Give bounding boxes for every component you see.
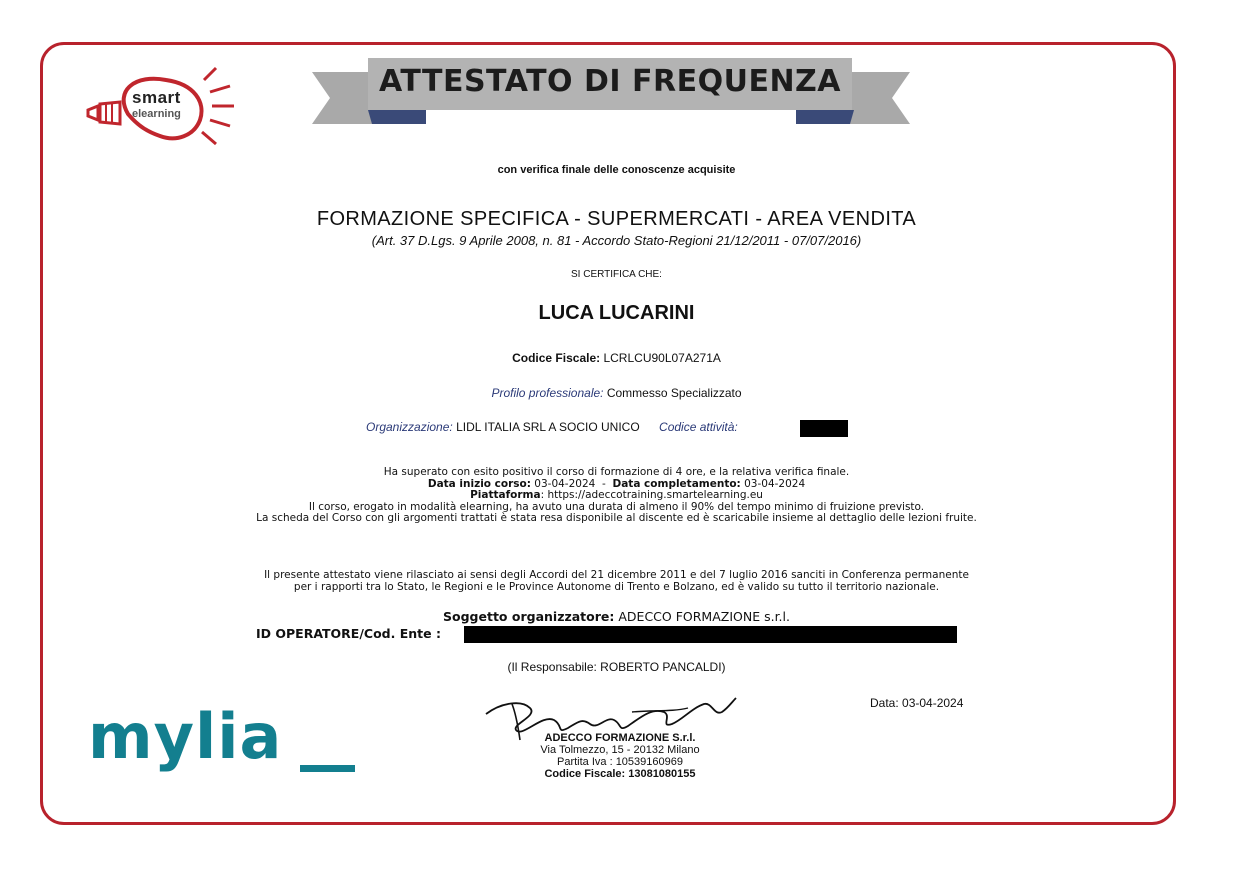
company-stamp <box>520 732 720 780</box>
logo-text-elearning: elearning <box>132 108 181 120</box>
end-date-label: Data completamento: <box>612 477 741 490</box>
banner-title: ATTESTATO DI FREQUENZA <box>378 64 842 99</box>
issue-date: Data: 03-04-2024 <box>870 696 964 710</box>
organizer-value: ADECCO FORMAZIONE s.r.l. <box>618 609 790 624</box>
course-title: FORMAZIONE SPECIFICA - SUPERMERCATI - AREA VENDITA <box>316 208 917 230</box>
organization-label: Organizzazione: <box>366 420 453 434</box>
start-date-value: 03-04-2024 <box>534 477 596 490</box>
activity-code-redaction <box>800 420 848 437</box>
legal-line-1: Il presente attestato viene rilasciato ai sensi degli Accordi del 21 dicembre 2011 e del 7 luglio 2016 sanciti in Conferenza permanente <box>264 569 969 581</box>
details-platform <box>0 490 1233 502</box>
legal-text <box>0 570 1233 593</box>
stamp-tax-code: Codice Fiscale: 13081080155 <box>544 768 696 780</box>
details-line-4: Il corso, erogato in modalità elearning, ha avuto una durata di almeno il 90% del tempo minimo di fruizione previsto. <box>308 500 925 513</box>
logo-text-smart: smart <box>132 88 181 107</box>
operator-id-label: ID OPERATORE/Cod. Ente : <box>256 626 441 641</box>
stamp-address: Via Tolmezzo, 15 - 20132 Milano <box>540 744 700 756</box>
activity-code-label: Codice attività: <box>659 420 738 434</box>
date-separator: - <box>602 477 606 490</box>
fiscal-code-row <box>0 351 1233 365</box>
platform-value: : https://adeccotraining.smartelearning.eu <box>540 489 763 501</box>
end-date-value: 03-04-2024 <box>744 477 806 490</box>
certifies-label: SI CERTIFICA CHE: <box>571 269 662 280</box>
course-details <box>0 467 1233 525</box>
organization-row <box>366 420 738 434</box>
fiscal-code-label: Codice Fiscale: <box>512 351 601 365</box>
stamp-company: ADECCO FORMAZIONE S.r.l. <box>544 732 696 744</box>
responsible-line: (Il Responsabile: ROBERTO PANCALDI) <box>507 660 726 674</box>
subtitle: con verifica finale delle conoscenze acquisite <box>497 164 736 176</box>
profile-value: Commesso Specializzato <box>606 386 742 400</box>
legal-reference: (Art. 37 D.Lgs. 9 Aprile 2008, n. 81 - Accordo Stato-Regioni 21/12/2011 - 07/07/2016) <box>371 233 862 248</box>
details-line-1: Ha superato con esito positivo il corso di formazione di 4 ore, e la relativa verifica finale. <box>383 466 850 478</box>
platform-label: Piattaforma <box>470 489 541 501</box>
organizer-label: Soggetto organizzatore: <box>443 609 615 624</box>
organization-value: LIDL ITALIA SRL A SOCIO UNICO <box>456 420 640 434</box>
banner-body <box>368 58 852 110</box>
details-line-5: La scheda del Corso con gli argomenti trattati è stata resa disponibile al discente ed è scaricabile insieme al dettaglio delle lezioni fruite. <box>256 512 977 524</box>
title-banner <box>312 58 910 124</box>
profile-row <box>0 386 1233 400</box>
organizer-row <box>0 609 1233 624</box>
operator-id-redaction <box>464 626 957 643</box>
legal-line-2: per i rapporti tra lo Stato, le Regioni e le Province Autonome di Trento e Bolzano, ed è valido su tutto il territorio nazionale. <box>293 580 940 593</box>
fiscal-code-value: LCRLCU90L07A271A <box>603 351 721 365</box>
participant-name: LUCA LUCARINI <box>538 302 695 324</box>
smart-elearning-logo <box>76 62 246 152</box>
mylia-logo-underscore <box>300 765 355 772</box>
mylia-logo: mylia <box>88 700 283 773</box>
profile-label: Profilo professionale: <box>491 386 604 400</box>
stamp-vat: Partita Iva : 10539160969 <box>557 756 683 768</box>
start-date-label: Data inizio corso: <box>427 477 531 490</box>
